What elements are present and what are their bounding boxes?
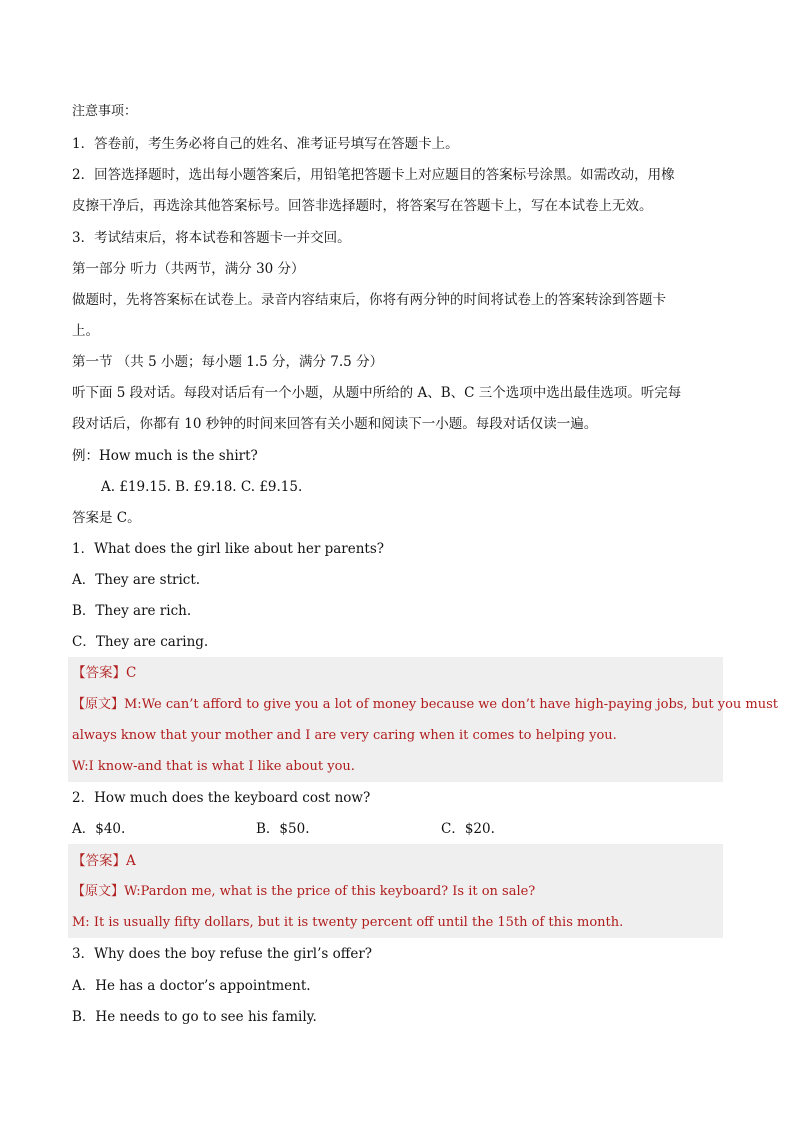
q1-script-line-1: 【原文】M:We can’t afford to give you a lot of money because we don’t have high-paying jobs, but you must bbox=[72, 697, 779, 712]
example-answer: 答案是 C。 bbox=[72, 510, 141, 526]
notice-item-2-line-1: 2．回答选择题时，选出每小题答案后，用铅笔把答题卡上对应题目的答案标号涂黑。如需改动，用橡 bbox=[72, 167, 675, 183]
section1-heading: 第一节 （共 5 小题；每小题 1.5 分，满分 7.5 分） bbox=[72, 354, 384, 370]
q1-option-a: A．They are strict. bbox=[72, 572, 201, 588]
part1-heading: 第一部分 听力（共两节，满分 30 分） bbox=[72, 261, 305, 277]
q2-question: 2．How much does the keyboard cost now? bbox=[72, 790, 371, 806]
part1-instruction-line-2: 上。 bbox=[72, 323, 99, 339]
notice-item-2-line-2: 皮擦干净后，再选涂其他答案标号。回答非选择题时，将答案写在答题卡上，写在本试卷上无效。 bbox=[72, 198, 653, 214]
example-question: 例：How much is the shirt? bbox=[72, 448, 258, 464]
q1-option-c: C．They are caring. bbox=[72, 634, 209, 650]
example-options: A. £19.15. B. £9.18. C. £9.15. bbox=[101, 479, 303, 495]
q2-option-c: C．$20. bbox=[441, 821, 495, 837]
q1-answer: 【答案】C bbox=[72, 665, 137, 681]
q2-option-b: B．$50. bbox=[256, 821, 310, 837]
q3-option-a: A．He has a doctor’s appointment. bbox=[72, 978, 311, 994]
part1-instruction-line-1: 做题时，先将答案标在试卷上。录音内容结束后，你将有两分钟的时间将试卷上的答案转涂到答题卡 bbox=[72, 292, 666, 308]
q1-question: 1．What does the girl like about her parents? bbox=[72, 541, 384, 557]
q1-option-b: B．They are rich. bbox=[72, 603, 192, 619]
q2-option-a: A．$40. bbox=[72, 821, 126, 837]
q3-option-b: B．He needs to go to see his family. bbox=[72, 1009, 317, 1025]
q3-question: 3．Why does the boy refuse the girl’s offer? bbox=[72, 946, 373, 962]
section1-instruction-line-2: 段对话后，你都有 10 秒钟的时间来回答有关小题和阅读下一小题。每段对话仅读一遍。 bbox=[72, 416, 598, 432]
notice-item-3: 3．考试结束后，将本试卷和答题卡一并交回。 bbox=[72, 230, 351, 246]
q2-script-line-1: 【原文】W:Pardon me, what is the price of this keyboard? Is it on sale? bbox=[72, 884, 536, 899]
q2-script-line-2: M: It is usually fifty dollars, but it is twenty percent off until the 15th of this month. bbox=[72, 915, 624, 930]
notice-title: 注意事项： bbox=[72, 104, 138, 119]
section1-instruction-line-1: 听下面 5 段对话。每段对话后有一个小题，从题中所给的 A、B、C 三个选项中选出最佳选项。听完每 bbox=[72, 385, 682, 401]
q1-script-line-3: W:I know-and that is what I like about you. bbox=[72, 759, 355, 774]
notice-item-1: 1．答卷前，考生务必将自己的姓名、准考证号填写在答题卡上。 bbox=[72, 136, 459, 152]
q1-script-line-2: always know that your mother and I are very caring when it comes to helping you. bbox=[72, 728, 617, 743]
q2-answer: 【答案】A bbox=[72, 853, 136, 869]
